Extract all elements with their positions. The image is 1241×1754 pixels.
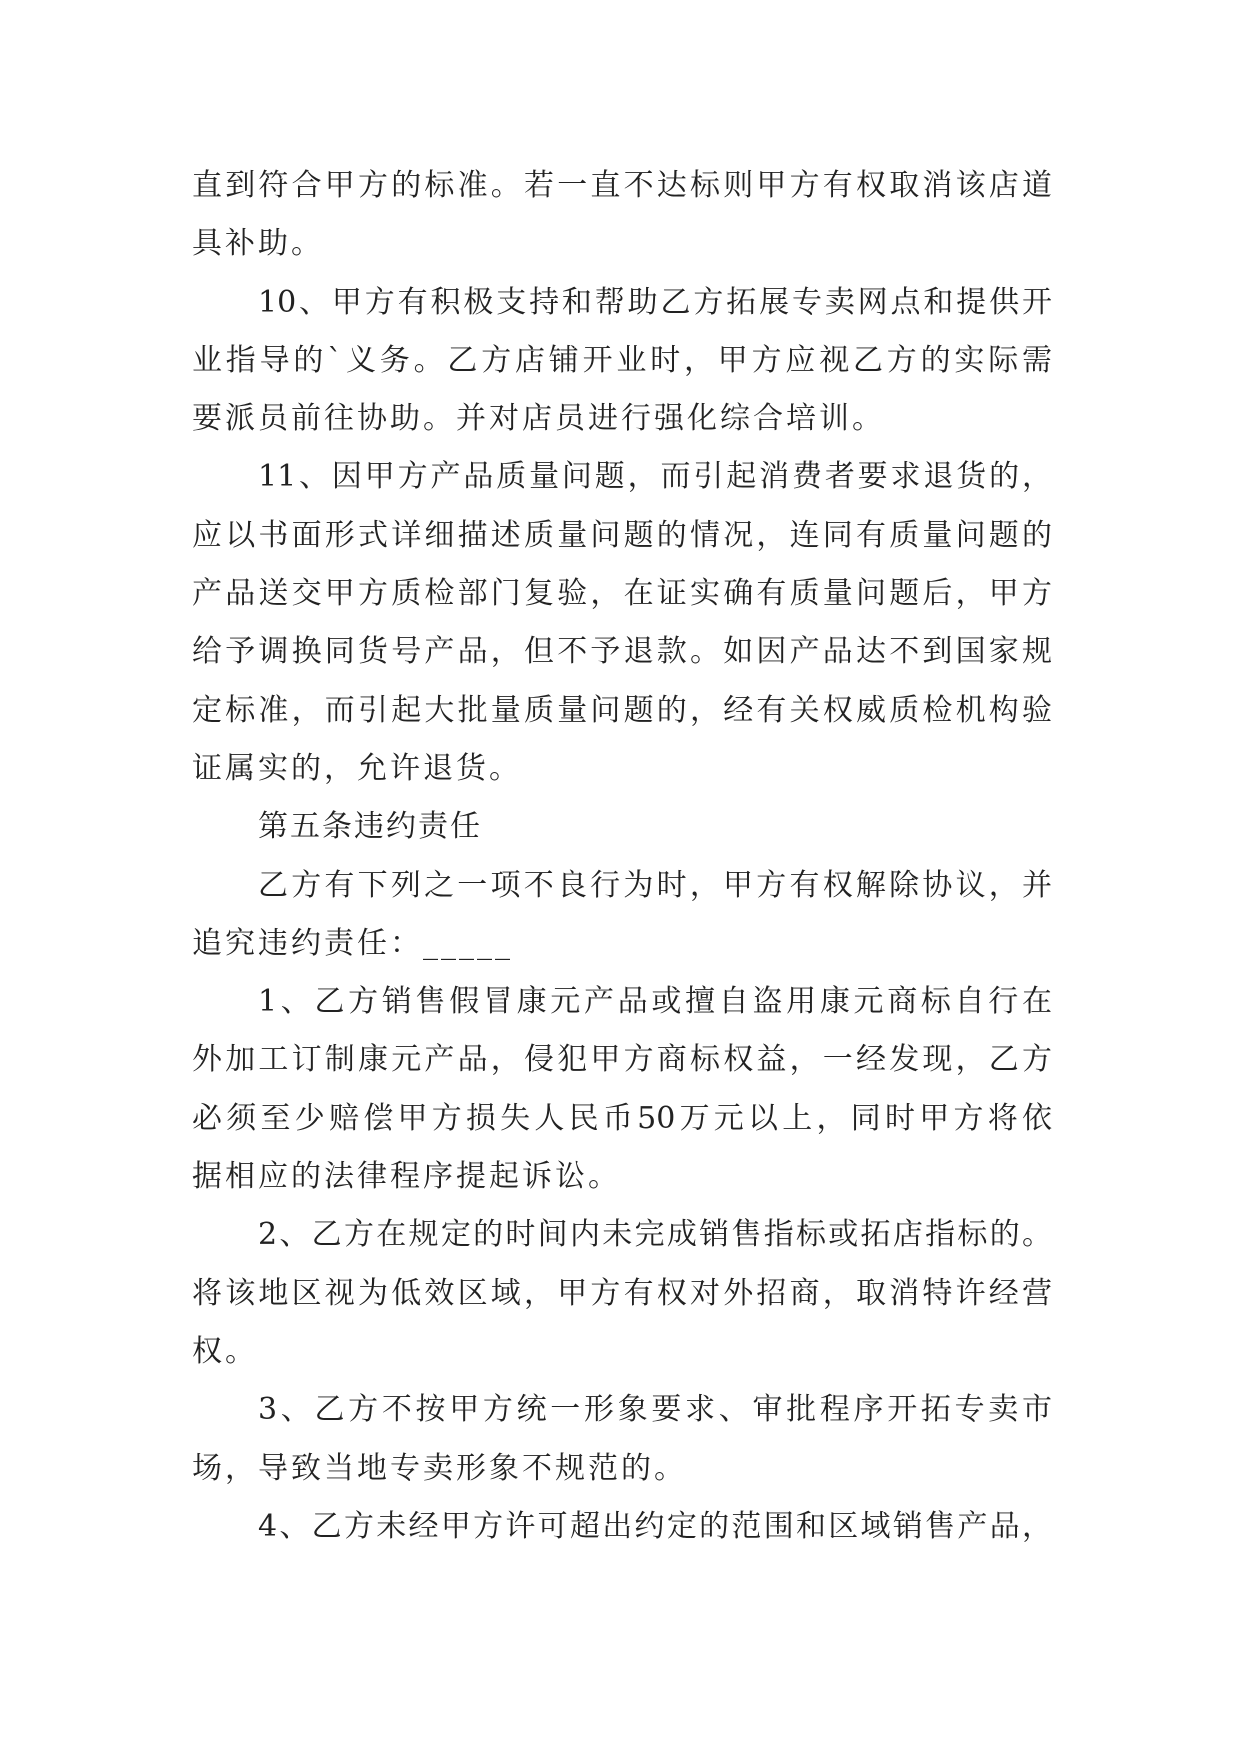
text-line: 必须至少赔偿甲方损失人民币50万元以上，同时甲方将依 [192, 1100, 1052, 1136]
text-line: 外加工订制康元产品，侵犯甲方商标权益，一经发现，乙方 [192, 1042, 1052, 1078]
text-line: 直到符合甲方的标准。若一直不达标则甲方有权取消该店道 [192, 168, 1052, 203]
text-line: 2、乙方在规定的时间内未完成销售指标或拓店指标的。 [258, 1217, 1052, 1253]
text-line: 10、甲方有积极支持和帮助乙方拓展专卖网点和提供开 [258, 284, 1052, 320]
section-heading-text: 第五条违约责任 [258, 809, 482, 845]
text-line: 具补助。 [192, 226, 324, 262]
text-line: 乙方有下列之一项不良行为时，甲方有权解除协议，并 [258, 867, 1052, 903]
clause-11 [192, 448, 1052, 798]
clause-10 [192, 274, 1052, 449]
text-line: 追究违约责任：_____ [192, 925, 513, 961]
breach-item-4 [192, 1498, 1052, 1556]
text-line: 给予调换同货号产品，但不予退款。如因产品达不到国家规 [192, 634, 1052, 670]
text-line: 定标准，而引起大批量质量问题的，经有关权威质检机构验 [192, 692, 1052, 728]
text-line: 1、乙方销售假冒康元产品或擅自盗用康元商标自行在 [258, 984, 1052, 1020]
text-line: 11、因甲方产品质量问题，而引起消费者要求退货的， [258, 459, 1052, 495]
text-line: 要派员前往协助。并对店员进行强化综合培训。 [192, 401, 885, 437]
text-line: 证属实的，允许退货。 [192, 750, 522, 786]
text-line: 业指导的`义务。乙方店铺开业时，甲方应视乙方的实际需 [192, 342, 1052, 378]
document-body [192, 157, 1052, 1556]
text-line: 将该地区视为低效区域，甲方有权对外招商，取消特许经营 [192, 1275, 1052, 1311]
text-line: 据相应的法律程序提起诉讼。 [192, 1159, 621, 1195]
paragraph-continuation [192, 157, 1052, 274]
breach-item-3 [192, 1381, 1052, 1498]
text-line: 场，导致当地专卖形象不规范的。 [192, 1450, 687, 1486]
text-line: 3、乙方不按甲方统一形象要求、审批程序开拓专卖市 [258, 1392, 1052, 1428]
text-line: 4、乙方未经甲方许可超出约定的范围和区域销售产品， [258, 1508, 1052, 1544]
breach-intro [192, 857, 1052, 974]
section-heading [192, 798, 1052, 856]
text-line: 产品送交甲方质检部门复验，在证实确有质量问题后，甲方 [192, 576, 1052, 612]
breach-item-1 [192, 973, 1052, 1206]
text-line: 权。 [192, 1333, 258, 1369]
breach-item-2 [192, 1206, 1052, 1381]
text-line: 应以书面形式详细描述质量问题的情况，连同有质量问题的 [192, 517, 1052, 553]
